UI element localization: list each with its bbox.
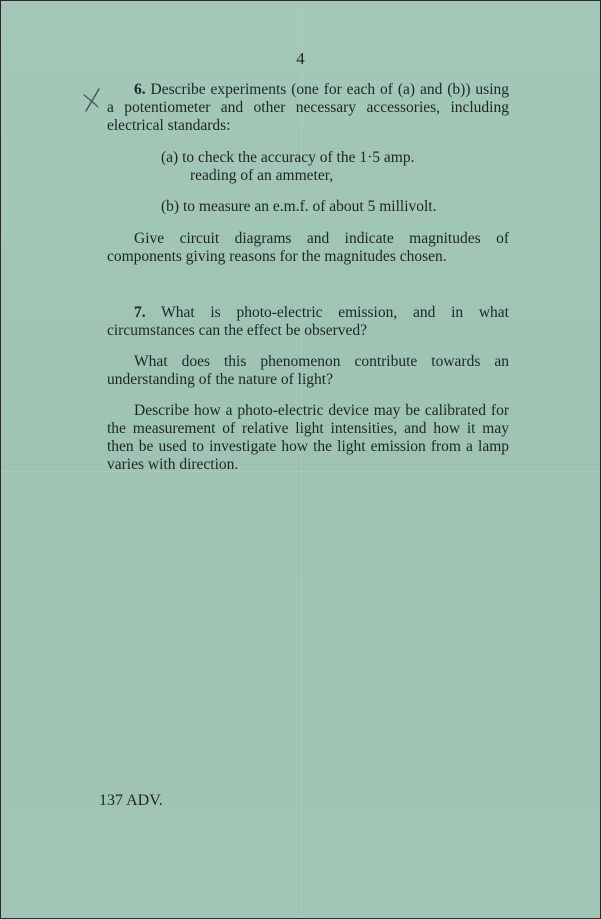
question-6-number: 6. [134, 81, 146, 98]
handwritten-cross-mark [81, 87, 103, 113]
part-a-label: (a) [161, 149, 179, 166]
question-7-paragraph-3: Describe how a photo-electric device may be calibrated for the measurement of relative light intensities, and how it may then be used to investigate how the light emission from a lamp varies with direction. [107, 402, 509, 473]
question-7-paragraph-2: What does this phenomenon contribute towards an understanding of the nature of light? [107, 353, 509, 388]
question-7-p1-text: What is photo-electric emission, and in what circumstances can the effect be observed? [107, 304, 509, 339]
page-number: 4 [296, 49, 305, 68]
question-6-part-a [161, 149, 509, 185]
part-a-text-line1: to check the accuracy of the 1·5 amp. [182, 149, 415, 166]
question-6-intro-text: Describe experiments (one for each of (a) and (b)) using a potentiometer and other necessary accessories, including electrical standards: [107, 81, 509, 134]
question-7 [107, 304, 509, 474]
part-a-text-line2: reading of an ammeter, [190, 167, 334, 184]
question-6-intro [107, 81, 509, 135]
question-7-paragraph-1 [107, 304, 509, 340]
question-7-number: 7. [134, 304, 146, 321]
part-b-label: (b) [161, 198, 180, 215]
part-b-text: to measure an e.m.f. of about 5 millivolt. [182, 198, 437, 215]
paper-code: 137 ADV. [99, 792, 163, 809]
question-6 [107, 81, 509, 266]
question-6-part-b [161, 198, 509, 216]
question-6-closing: Give circuit diagrams and indicate magnitudes of components giving reasons for the magnitudes chosen. [107, 230, 509, 265]
